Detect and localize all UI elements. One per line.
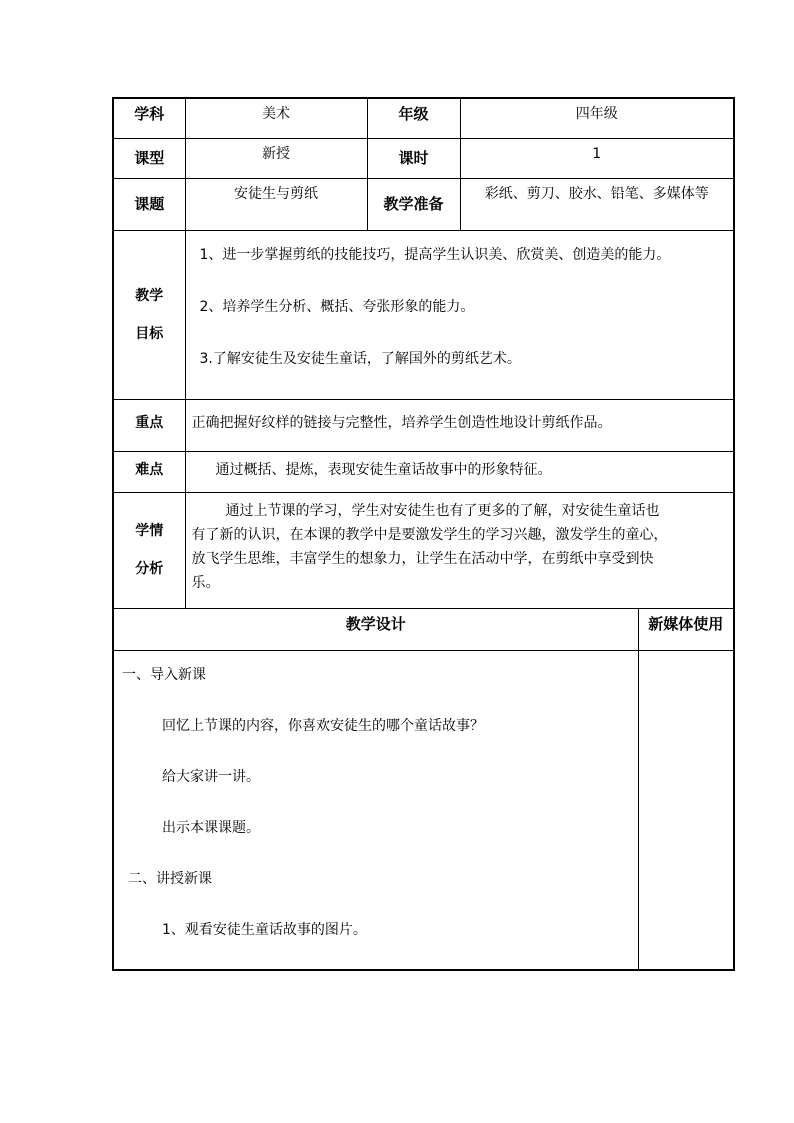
difficulty-label: 难点 xyxy=(113,451,185,492)
analysis-line: 通过上节课的学习，学生对安徒生也有了更多的了解，对安徒生童话也 xyxy=(225,502,660,519)
grade-value: 四年级 xyxy=(460,98,734,138)
design-section-heading: 一、导入新课 xyxy=(122,666,206,683)
difficulty-row xyxy=(113,451,734,492)
difficulty-text: 通过概括、提炼，表现安徒生童话故事中的形象特征。 xyxy=(185,451,734,492)
media-content xyxy=(638,650,734,970)
design-header-row xyxy=(113,608,734,650)
goals-content xyxy=(185,230,734,399)
goal-item: 3.了解安徒生及安徒生童话，了解国外的剪纸艺术。 xyxy=(199,350,521,367)
topic-row xyxy=(113,178,734,230)
analysis-label-line1: 学情 xyxy=(135,523,164,539)
period-value: 1 xyxy=(460,138,734,178)
media-header: 新媒体使用 xyxy=(638,608,734,650)
design-content xyxy=(113,650,638,970)
prep-value: 彩纸、剪刀、胶水、铅笔、多媒体等 xyxy=(460,178,734,230)
topic-value: 安徒生与剪纸 xyxy=(185,178,367,230)
analysis-line: 乐。 xyxy=(191,574,220,591)
analysis-content xyxy=(185,492,734,608)
lesson-plan-table xyxy=(112,97,735,971)
lesson-plan-sheet xyxy=(112,97,733,971)
topic-label: 课题 xyxy=(113,178,185,230)
analysis-label xyxy=(113,492,185,608)
design-header: 教学设计 xyxy=(113,608,638,650)
prep-label: 教学准备 xyxy=(367,178,460,230)
analysis-row xyxy=(113,492,734,608)
key-point-row xyxy=(113,399,734,451)
design-section-heading: 二、讲授新课 xyxy=(128,870,212,887)
subject-row xyxy=(113,98,734,138)
design-line: 出示本课课题。 xyxy=(162,819,260,836)
goal-item: 1、进一步掌握剪纸的技能技巧，提高学生认识美、欣赏美、创造美的能力。 xyxy=(199,246,671,263)
key-point-label: 重点 xyxy=(113,399,185,451)
analysis-line: 有了新的认识，在本课的教学中是要激发学生的学习兴趣，激发学生的童心， xyxy=(191,526,668,543)
grade-label: 年级 xyxy=(367,98,460,138)
design-line: 回忆上节课的内容，你喜欢安徒生的哪个童话故事？ xyxy=(162,717,484,734)
type-label: 课型 xyxy=(113,138,185,178)
type-row xyxy=(113,138,734,178)
subject-value: 美术 xyxy=(185,98,367,138)
subject-label: 学科 xyxy=(113,98,185,138)
goals-row xyxy=(113,230,734,399)
analysis-label-line2: 分析 xyxy=(135,561,164,577)
type-value: 新授 xyxy=(185,138,367,178)
goals-label-line2: 目标 xyxy=(135,325,164,342)
goal-item: 2、培养学生分析、概括、夸张形象的能力。 xyxy=(199,298,475,315)
analysis-line: 放飞学生思维，丰富学生的想象力，让学生在活动中学，在剪纸中享受到快 xyxy=(191,550,654,567)
key-point-text: 正确把握好纹样的链接与完整性，培养学生创造性地设计剪纸作品。 xyxy=(185,399,734,451)
goals-label-line1: 教学 xyxy=(135,287,164,304)
goals-label xyxy=(113,230,185,399)
design-line: 给大家讲一讲。 xyxy=(162,768,260,785)
design-line: 1、观看安徒生童话故事的图片。 xyxy=(162,921,367,938)
design-body-row xyxy=(113,650,734,970)
period-label: 课时 xyxy=(367,138,460,178)
